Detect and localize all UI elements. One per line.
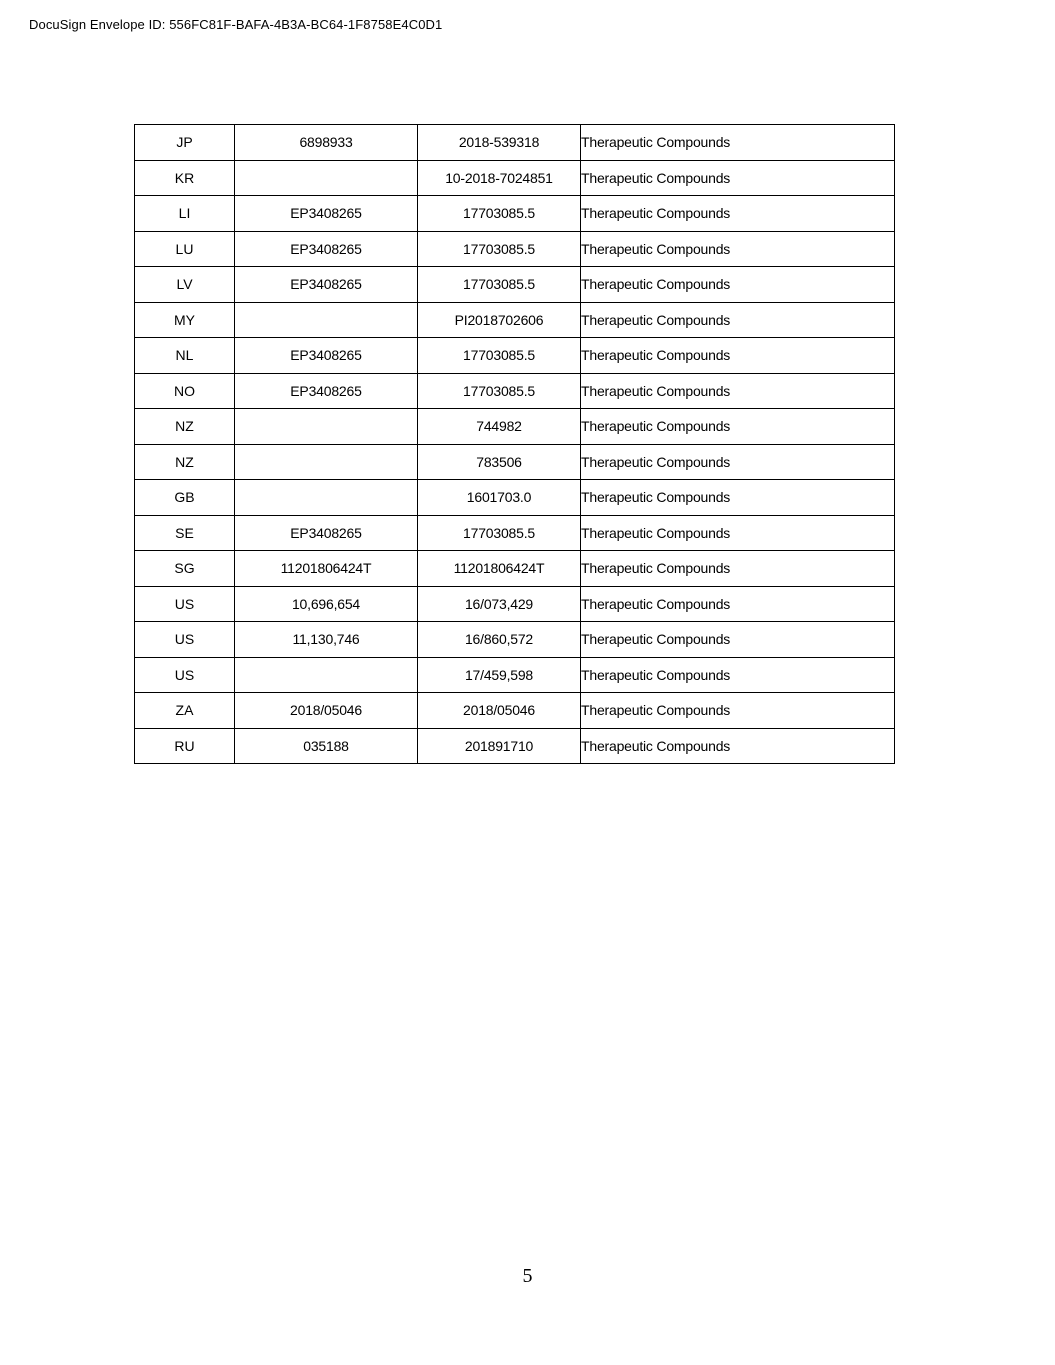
title-cell: Therapeutic Compounds: [581, 409, 895, 445]
application-number-cell: 11201806424T: [418, 551, 581, 587]
title-cell: Therapeutic Compounds: [581, 622, 895, 658]
country-cell: LI: [135, 196, 235, 232]
country-cell: SE: [135, 515, 235, 551]
table-row: [135, 231, 895, 267]
docusign-envelope-id: DocuSign Envelope ID: 556FC81F-BAFA-4B3A-BC64-1F8758E4C0D1: [29, 17, 443, 32]
title-cell: Therapeutic Compounds: [581, 267, 895, 303]
country-cell: LV: [135, 267, 235, 303]
patent-number-cell: 11,130,746: [235, 622, 418, 658]
country-cell: US: [135, 622, 235, 658]
application-number-cell: 10-2018-7024851: [418, 160, 581, 196]
application-number-cell: 17703085.5: [418, 267, 581, 303]
table-row: [135, 551, 895, 587]
country-cell: NL: [135, 338, 235, 374]
table-row: [135, 657, 895, 693]
table-row: [135, 160, 895, 196]
application-number-cell: 17703085.5: [418, 231, 581, 267]
patent-number-cell: EP3408265: [235, 373, 418, 409]
patent-number-cell: 11201806424T: [235, 551, 418, 587]
patent-number-cell: EP3408265: [235, 196, 418, 232]
application-number-cell: 17703085.5: [418, 515, 581, 551]
table-row: [135, 586, 895, 622]
table-row: [135, 302, 895, 338]
title-cell: Therapeutic Compounds: [581, 480, 895, 516]
application-number-cell: 17/459,598: [418, 657, 581, 693]
patent-number-cell: EP3408265: [235, 267, 418, 303]
patent-number-cell: EP3408265: [235, 338, 418, 374]
page-number: 5: [522, 1265, 533, 1287]
country-cell: RU: [135, 728, 235, 764]
table-row: [135, 409, 895, 445]
country-cell: KR: [135, 160, 235, 196]
application-number-cell: 2018/05046: [418, 693, 581, 729]
patent-number-cell: [235, 160, 418, 196]
country-cell: ZA: [135, 693, 235, 729]
application-number-cell: 17703085.5: [418, 373, 581, 409]
patent-number-cell: [235, 444, 418, 480]
country-cell: US: [135, 657, 235, 693]
country-cell: GB: [135, 480, 235, 516]
patent-table-body: [135, 125, 895, 764]
title-cell: Therapeutic Compounds: [581, 551, 895, 587]
table-row: [135, 267, 895, 303]
application-number-cell: 16/073,429: [418, 586, 581, 622]
title-cell: Therapeutic Compounds: [581, 302, 895, 338]
table-row: [135, 444, 895, 480]
title-cell: Therapeutic Compounds: [581, 515, 895, 551]
country-cell: MY: [135, 302, 235, 338]
application-number-cell: 2018-539318: [418, 125, 581, 161]
application-number-cell: 16/860,572: [418, 622, 581, 658]
patent-number-cell: [235, 480, 418, 516]
country-cell: SG: [135, 551, 235, 587]
patent-number-cell: [235, 409, 418, 445]
patent-number-cell: 035188: [235, 728, 418, 764]
application-number-cell: PI2018702606: [418, 302, 581, 338]
patent-number-cell: 10,696,654: [235, 586, 418, 622]
table-row: [135, 728, 895, 764]
country-cell: JP: [135, 125, 235, 161]
table-row: [135, 196, 895, 232]
application-number-cell: 783506: [418, 444, 581, 480]
title-cell: Therapeutic Compounds: [581, 196, 895, 232]
country-cell: NO: [135, 373, 235, 409]
country-cell: LU: [135, 231, 235, 267]
table-row: [135, 480, 895, 516]
title-cell: Therapeutic Compounds: [581, 728, 895, 764]
title-cell: Therapeutic Compounds: [581, 373, 895, 409]
title-cell: Therapeutic Compounds: [581, 657, 895, 693]
title-cell: Therapeutic Compounds: [581, 231, 895, 267]
title-cell: Therapeutic Compounds: [581, 338, 895, 374]
title-cell: Therapeutic Compounds: [581, 586, 895, 622]
title-cell: Therapeutic Compounds: [581, 160, 895, 196]
application-number-cell: 1601703.0: [418, 480, 581, 516]
table-row: [135, 125, 895, 161]
country-cell: US: [135, 586, 235, 622]
title-cell: Therapeutic Compounds: [581, 125, 895, 161]
patent-number-cell: EP3408265: [235, 231, 418, 267]
patent-number-cell: 2018/05046: [235, 693, 418, 729]
title-cell: Therapeutic Compounds: [581, 693, 895, 729]
application-number-cell: 17703085.5: [418, 196, 581, 232]
table-row: [135, 373, 895, 409]
patent-number-cell: EP3408265: [235, 515, 418, 551]
country-cell: NZ: [135, 444, 235, 480]
country-cell: NZ: [135, 409, 235, 445]
table-row: [135, 693, 895, 729]
patent-number-cell: 6898933: [235, 125, 418, 161]
title-cell: Therapeutic Compounds: [581, 444, 895, 480]
application-number-cell: 744982: [418, 409, 581, 445]
application-number-cell: 17703085.5: [418, 338, 581, 374]
application-number-cell: 201891710: [418, 728, 581, 764]
patent-number-cell: [235, 302, 418, 338]
patent-table: [134, 124, 895, 764]
table-row: [135, 338, 895, 374]
patent-number-cell: [235, 657, 418, 693]
table-row: [135, 622, 895, 658]
table-row: [135, 515, 895, 551]
